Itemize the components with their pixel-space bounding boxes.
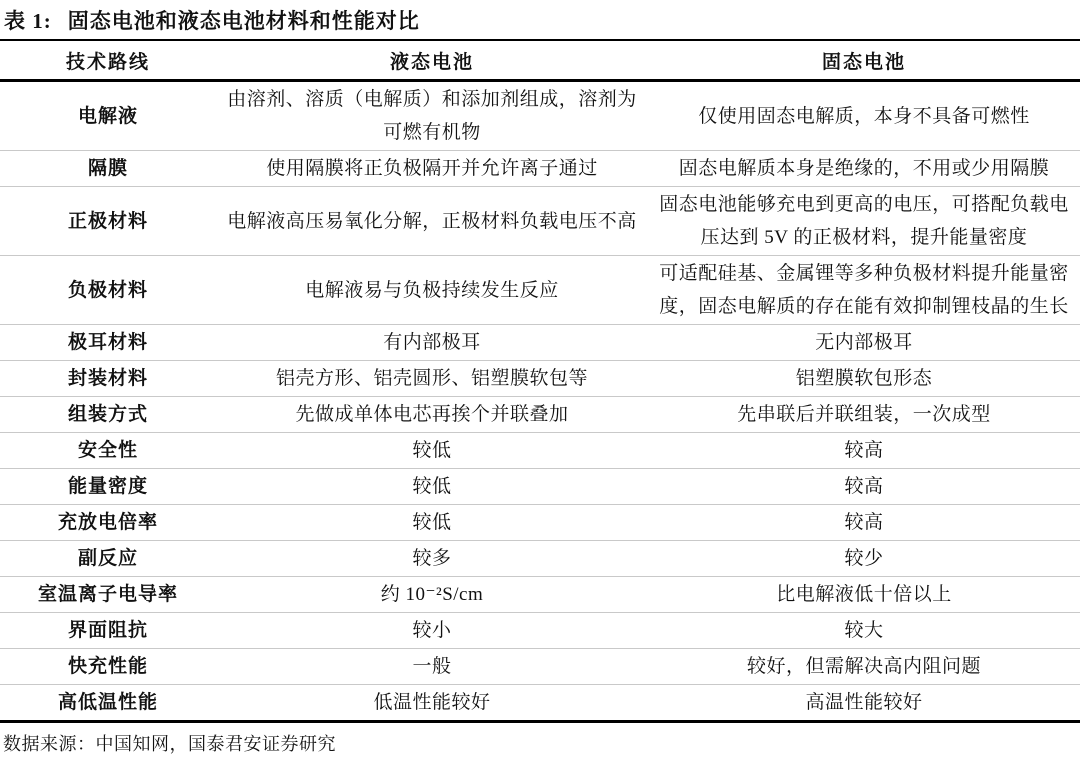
header-cell-liquid: 液态电池 (216, 41, 648, 81)
liquid-cell: 一般 (216, 649, 648, 685)
table-row (0, 685, 1080, 722)
table-row (0, 433, 1080, 469)
liquid-cell: 较多 (216, 541, 648, 577)
table-title-text: 固态电池和液态电池材料和性能对比 (67, 9, 420, 33)
table-row (0, 397, 1080, 433)
liquid-cell: 低温性能较好 (216, 685, 648, 722)
liquid-cell: 较低 (216, 505, 648, 541)
row-label: 快充性能 (0, 649, 216, 685)
liquid-cell: 先做成单体电芯再挨个并联叠加 (216, 397, 648, 433)
liquid-cell: 由溶剂、溶质（电解质）和添加剂组成，溶剂为可燃有机物 (216, 81, 648, 151)
solid-cell: 无内部极耳 (648, 325, 1080, 361)
header-cell-route: 技术路线 (0, 41, 216, 81)
row-label: 高低温性能 (0, 685, 216, 722)
row-label: 封装材料 (0, 361, 216, 397)
solid-cell: 较少 (648, 541, 1080, 577)
table-row (0, 81, 1080, 151)
table-row (0, 577, 1080, 613)
solid-cell: 固态电解质本身是绝缘的，不用或少用隔膜 (648, 151, 1080, 187)
table-row (0, 325, 1080, 361)
solid-cell: 铝塑膜软包形态 (648, 361, 1080, 397)
solid-cell: 先串联后并联组装，一次成型 (648, 397, 1080, 433)
solid-cell: 高温性能较好 (648, 685, 1080, 722)
table-row (0, 187, 1080, 256)
row-label: 充放电倍率 (0, 505, 216, 541)
solid-cell: 较高 (648, 433, 1080, 469)
row-label: 组装方式 (0, 397, 216, 433)
solid-cell: 可适配硅基、金属锂等多种负极材料提升能量密度，固态电解质的存在能有效抑制锂枝晶的生长 (648, 256, 1080, 325)
table-row (0, 361, 1080, 397)
table-row (0, 649, 1080, 685)
liquid-cell: 较低 (216, 433, 648, 469)
liquid-cell: 较低 (216, 469, 648, 505)
table-row (0, 613, 1080, 649)
data-source-note: 数据来源：中国知网，国泰君安证券研究 (3, 734, 336, 754)
liquid-cell: 电解液易与负极持续发生反应 (216, 256, 648, 325)
liquid-cell: 约 10⁻²S/cm (216, 577, 648, 613)
row-label: 隔膜 (0, 151, 216, 187)
solid-cell: 较高 (648, 469, 1080, 505)
row-label: 副反应 (0, 541, 216, 577)
table-row (0, 469, 1080, 505)
comparison-table (0, 41, 1080, 723)
header-cell-solid: 固态电池 (648, 41, 1080, 81)
row-label: 能量密度 (0, 469, 216, 505)
table-row (0, 256, 1080, 325)
table-row (0, 505, 1080, 541)
liquid-cell: 有内部极耳 (216, 325, 648, 361)
solid-cell: 比电解液低十倍以上 (648, 577, 1080, 613)
row-label: 安全性 (0, 433, 216, 469)
table-row (0, 151, 1080, 187)
liquid-cell: 较小 (216, 613, 648, 649)
liquid-cell: 电解液高压易氧化分解，正极材料负载电压不高 (216, 187, 648, 256)
row-label: 极耳材料 (0, 325, 216, 361)
table-row (0, 541, 1080, 577)
row-label: 界面阻抗 (0, 613, 216, 649)
table-number-label: 表 1: (4, 9, 52, 33)
liquid-cell: 铝壳方形、铝壳圆形、铝塑膜软包等 (216, 361, 648, 397)
solid-cell: 较好，但需解决高内阻问题 (648, 649, 1080, 685)
table-header-row (0, 41, 1080, 81)
solid-cell: 固态电池能够充电到更高的电压，可搭配负载电压达到 5V 的正极材料，提升能量密度 (648, 187, 1080, 256)
solid-cell: 仅使用固态电解质，本身不具备可燃性 (648, 81, 1080, 151)
row-label: 正极材料 (0, 187, 216, 256)
row-label: 室温离子电导率 (0, 577, 216, 613)
row-label: 电解液 (0, 81, 216, 151)
solid-cell: 较大 (648, 613, 1080, 649)
liquid-cell: 使用隔膜将正负极隔开并允许离子通过 (216, 151, 648, 187)
row-label: 负极材料 (0, 256, 216, 325)
solid-cell: 较高 (648, 505, 1080, 541)
table-title (0, 0, 1080, 41)
